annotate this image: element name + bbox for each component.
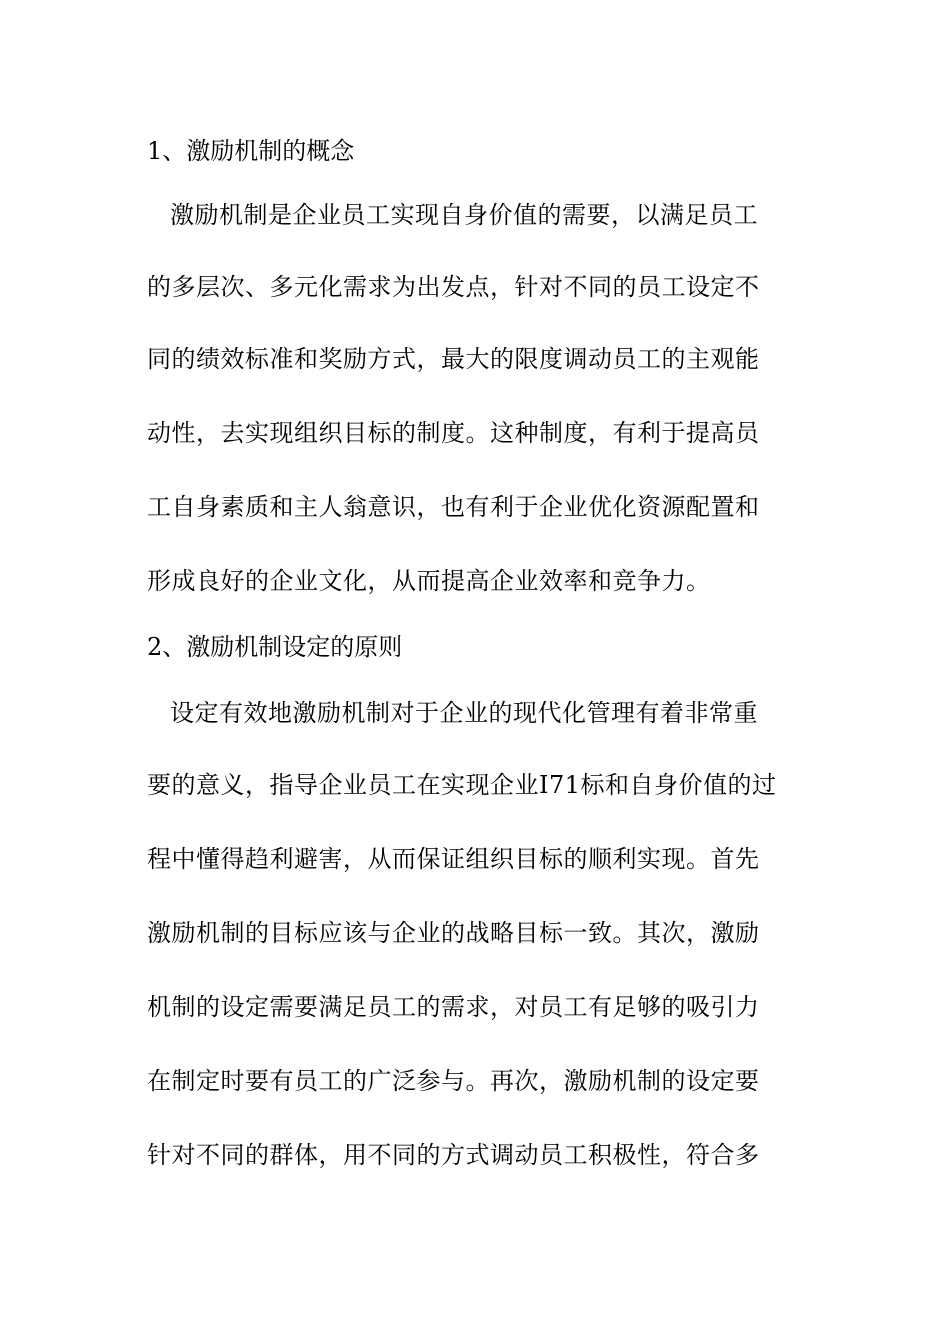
paragraph-line: 激励机制是企业员工实现自身价值的需要，以满足员工 bbox=[170, 201, 758, 229]
paragraph-line: 设定有效地激励机制对于企业的现代化管理有着非常重 bbox=[170, 699, 758, 727]
paragraph-line: 同的绩效标准和奖励方式，最大的限度调动员工的主观能 bbox=[147, 345, 760, 373]
paragraph-line: 的多层次、多元化需求为出发点，针对不同的员工设定不 bbox=[147, 273, 760, 301]
section-heading-1: 1、激励机制的概念 bbox=[147, 137, 355, 165]
paragraph-line: 激励机制的目标应该与企业的战略目标一致。其次，激励 bbox=[147, 919, 760, 947]
paragraph-line: 形成良好的企业文化，从而提高企业效率和竞争力。 bbox=[147, 567, 711, 595]
paragraph-line: 在制定时要有员工的广泛参与。再次，激励机制的设定要 bbox=[147, 1067, 760, 1095]
paragraph-line: 针对不同的群体，用不同的方式调动员工积极性，符合多 bbox=[147, 1141, 760, 1169]
paragraph-line: 要的意义，指导企业员工在实现企业I71标和自身价值的过 bbox=[147, 771, 777, 799]
paragraph-line: 动性，去实现组织目标的制度。这种制度，有利于提高员 bbox=[147, 419, 760, 447]
paragraph-line: 机制的设定需要满足员工的需求，对员工有足够的吸引力 bbox=[147, 993, 760, 1021]
paragraph-line: 工自身素质和主人翁意识，也有利于企业优化资源配置和 bbox=[147, 493, 760, 521]
section-heading-2: 2、激励机制设定的原则 bbox=[147, 633, 403, 661]
paragraph-line: 程中懂得趋利避害，从而保证组织目标的顺利实现。首先 bbox=[147, 845, 760, 873]
